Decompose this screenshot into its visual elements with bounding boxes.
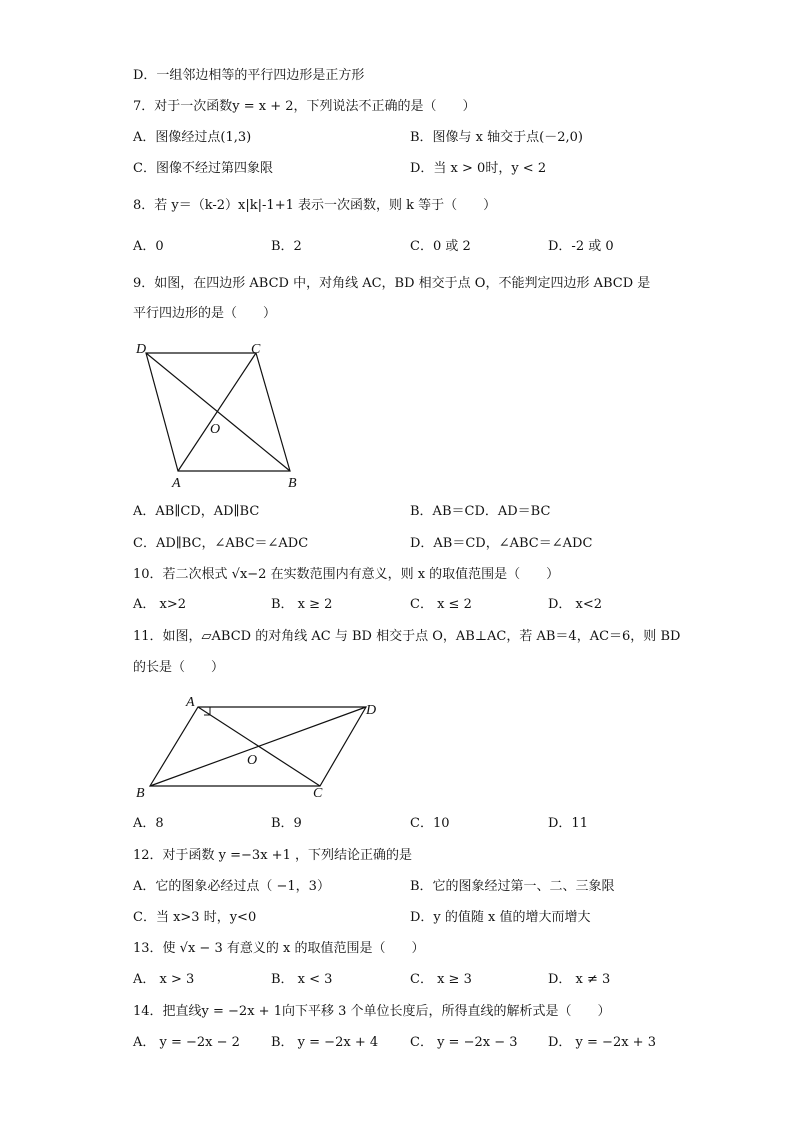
q7-option-c: C．图像不经过第四象限 [133,161,273,176]
q13-stem: 13．使 √x − 3 有意义的 x 的取值范围是（ ） [133,941,425,956]
q13-option-a: A． x > 3 [133,972,195,987]
q6-option-d: D．一组邻边相等的平行四边形是正方形 [133,68,365,83]
q13-option-b: B． x < 3 [271,972,333,987]
q8-option-c: C．0 或 2 [410,239,471,254]
q7-option-d: D．当 x > 0时，y < 2 [410,161,547,176]
q10-option-b: B． x ≥ 2 [271,597,333,612]
q12-option-b: B．它的图象经过第一、二、三象限 [410,879,615,894]
q10-option-a: A． x>2 [133,597,187,612]
q14-option-c: C． y = −2x − 3 [410,1035,518,1050]
q11-parallelogram-figure [130,690,390,805]
q9-label-c: C [251,342,261,357]
q7-option-b: B．图像与 x 轴交于点(－2,0) [410,130,583,145]
q9-label-a: A [172,476,181,491]
q11-stem-line1: 11．如图，▱ABCD 的对角线 AC 与 BD 相交于点 O，AB⊥AC，若 AB＝4，AC＝6，则 BD [133,629,681,644]
q12-option-c: C．当 x>3 时，y<0 [133,910,257,925]
q9-stem-line2: 平行四边形的是（ ） [133,306,277,321]
q11-option-d: D．11 [548,816,588,831]
q13-option-c: C． x ≥ 3 [410,972,472,987]
q9-option-a: A．AB∥CD，AD∥BC [133,504,260,519]
q9-label-o: O [210,422,221,437]
q9-option-c: C．AD∥BC，∠ABC＝∠ADC [133,536,309,551]
q9-option-d: D．AB＝CD，∠ABC＝∠ADC [410,536,593,551]
q11-label-o: O [247,753,258,768]
q12-option-d: D．y 的值随 x 值的增大而增大 [410,910,591,925]
q9-label-d: D [136,342,147,357]
q10-option-d: D． x<2 [548,597,603,612]
q12-option-a: A．它的图象必经过点（ −1，3） [133,879,330,894]
q10-stem: 10．若二次根式 √x−2 在实数范围内有意义，则 x 的取值范围是（ ） [133,567,560,582]
q14-option-d: D． y = −2x + 3 [548,1035,656,1050]
q7-stem: 7．对于一次函数y = x + 2，下列说法不正确的是（ ） [133,99,476,114]
q8-stem: 8．若 y＝（k-2）x|k|-1+1 表示一次函数，则 k 等于（ ） [133,198,497,213]
q11-stem-line2: 的长是（ ） [133,660,225,675]
q9-option-b: B．AB＝CD．AD＝BC [410,504,551,519]
q10-option-c: C． x ≤ 2 [410,597,472,612]
q9-stem-line1: 9．如图，在四边形 ABCD 中，对角线 AC，BD 相交于点 O，不能判定四边形 ABCD 是 [133,276,651,291]
q9-quadrilateral-figure [130,335,310,495]
q7-option-a: A．图像经过点(1,3) [133,130,252,145]
q8-option-a: A．0 [133,239,164,254]
q11-label-a: A [186,695,195,710]
q11-option-b: B．9 [271,816,302,831]
q12-stem: 12．对于函数 y =−3x +1 ，下列结论正确的是 [133,848,412,863]
q14-option-b: B． y = −2x + 4 [271,1035,379,1050]
q14-stem: 14．把直线y = −2x + 1向下平移 3 个单位长度后，所得直线的解析式是（ ） [133,1004,611,1019]
q11-option-a: A．8 [133,816,164,831]
q11-label-b: B [136,786,145,801]
q11-option-c: C．10 [410,816,450,831]
q13-option-d: D． x ≠ 3 [548,972,611,987]
q8-option-b: B．2 [271,239,302,254]
q9-label-b: B [288,476,297,491]
q14-option-a: A． y = −2x − 2 [133,1035,240,1050]
q11-label-c: C [313,786,323,801]
q8-option-d: D．-2 或 0 [548,239,614,254]
q11-label-d: D [366,703,377,718]
